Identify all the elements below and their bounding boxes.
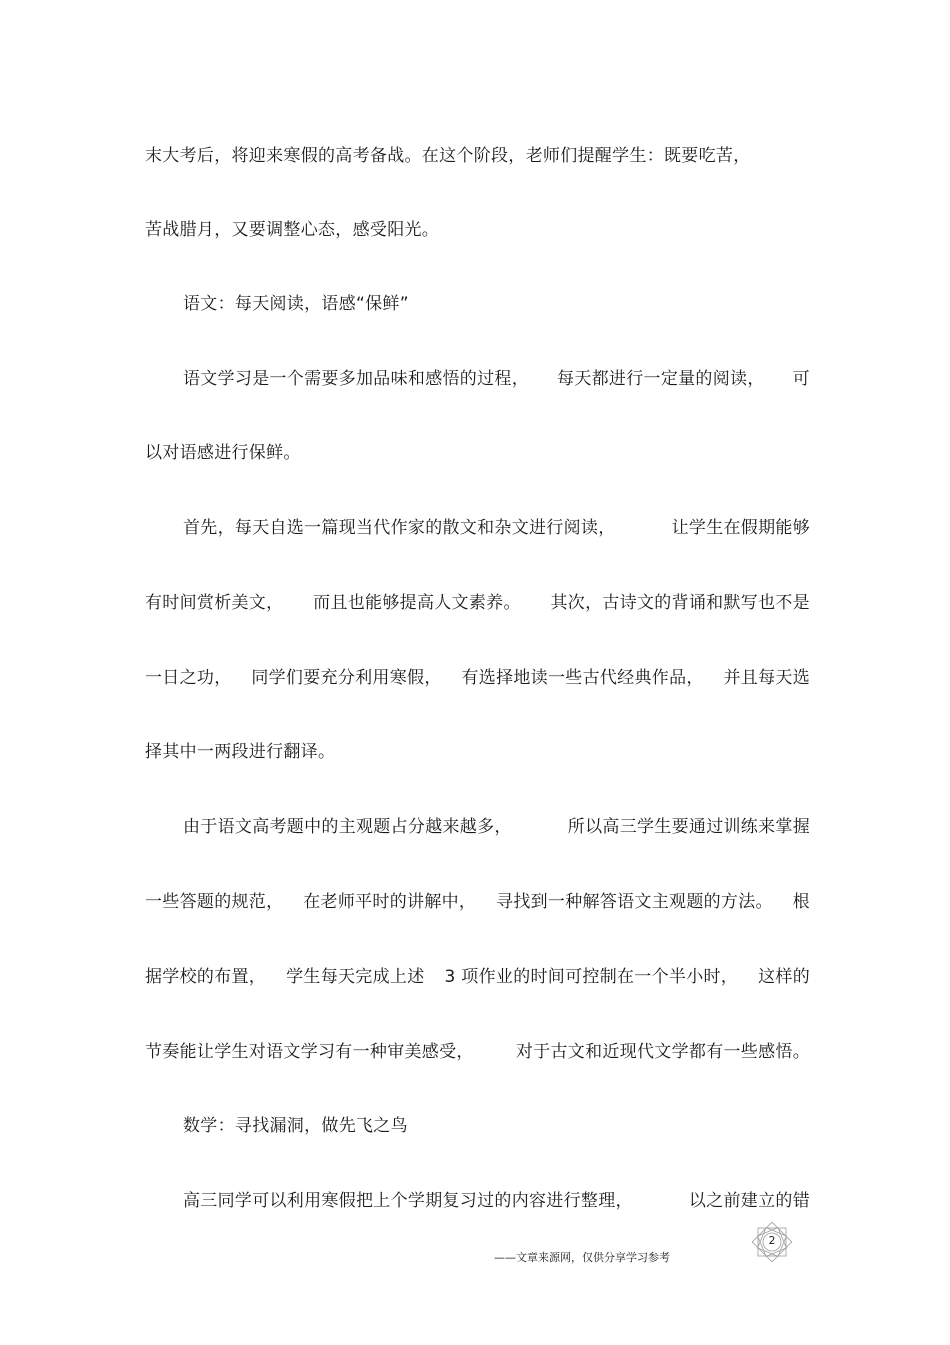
paragraph-line <box>145 966 810 988</box>
text-segment: 语文：每天阅读，语感“保鲜” <box>183 294 409 314</box>
text-segment: 让学生在假期能够 <box>671 518 810 538</box>
text-segment: 每天都进行一定量的阅读， <box>557 369 765 389</box>
paragraph-line <box>145 219 810 241</box>
text-segment: 以之前建立的错 <box>688 1191 810 1211</box>
paragraph-line <box>145 891 810 913</box>
text-segment: 3 项作业的时间可控制在一个半小时， <box>444 967 739 987</box>
paragraph-line <box>183 816 810 838</box>
text-segment: 其次，古诗文的背诵和默写也不是 <box>550 593 810 613</box>
text-segment: 据学校的布置， <box>145 967 267 987</box>
text-segment: 可 <box>792 369 810 389</box>
paragraph-line <box>145 1041 810 1063</box>
text-segment: 有选择地读一些古代经典作品， <box>461 668 704 688</box>
text-segment: 高三同学可以利用寒假把上个学期复习过的内容进行整理， <box>183 1191 633 1211</box>
text-segment: 语文学习是一个需要多加品味和感悟的过程， <box>183 369 529 389</box>
text-segment: 根 <box>792 892 810 912</box>
paragraph-line <box>183 1190 810 1212</box>
text-segment: 所以高三学生要通过训练来掌握 <box>567 817 810 837</box>
page-number-badge <box>749 1222 795 1262</box>
text-segment: 学生每天完成上述 <box>286 967 425 987</box>
text-segment: 有时间赏析美文， <box>145 593 284 613</box>
paragraph-line <box>145 667 810 689</box>
text-segment: 并且每天选 <box>723 668 810 688</box>
paragraph-line <box>183 368 810 390</box>
text-segment: 同学们要充分利用寒假， <box>251 668 442 688</box>
text-segment: 这样的 <box>758 967 810 987</box>
text-segment: 苦战腊月，又要调整心态，感受阳光。 <box>145 220 440 240</box>
text-segment: 一日之功， <box>145 668 232 688</box>
page-number: 2 <box>768 1234 776 1247</box>
text-segment: 在老师平时的讲解中， <box>303 892 477 912</box>
text-segment: 以对语感进行保鲜。 <box>145 443 301 463</box>
text-segment: 择其中一两段进行翻译。 <box>145 742 336 762</box>
text-segment: 首先，每天自选一篇现当代作家的散文和杂文进行阅读， <box>183 518 616 538</box>
paragraph-line <box>145 442 810 464</box>
text-segment: 一些答题的规范， <box>145 892 284 912</box>
text-segment: 节奏能让学生对语文学习有一种审美感受， <box>145 1042 474 1062</box>
text-segment: 由于语文高考题中的主观题占分越来越多， <box>183 817 512 837</box>
text-segment: 末大考后，将迎来寒假的高考备战。在这个阶段，老师们提醒学生：既要吃苦， <box>145 146 751 166</box>
paragraph-line <box>145 145 810 167</box>
text-segment: 而且也能够提高人文素养。 <box>313 593 521 613</box>
section-heading-math <box>183 1115 810 1137</box>
text-segment: 寻找到一种解答语文主观题的方法。 <box>496 892 773 912</box>
paragraph-line <box>145 741 810 763</box>
footer-source-text: ——文章来源网，仅供分享学习参考 <box>494 1251 670 1264</box>
text-segment: 数学：寻找漏洞，做先飞之鸟 <box>183 1116 408 1136</box>
paragraph-line <box>183 517 810 539</box>
text-segment: 对于古文和近现代文学都有一些感悟。 <box>515 1042 810 1062</box>
section-heading-chinese <box>183 293 810 315</box>
paragraph-line <box>145 592 810 614</box>
